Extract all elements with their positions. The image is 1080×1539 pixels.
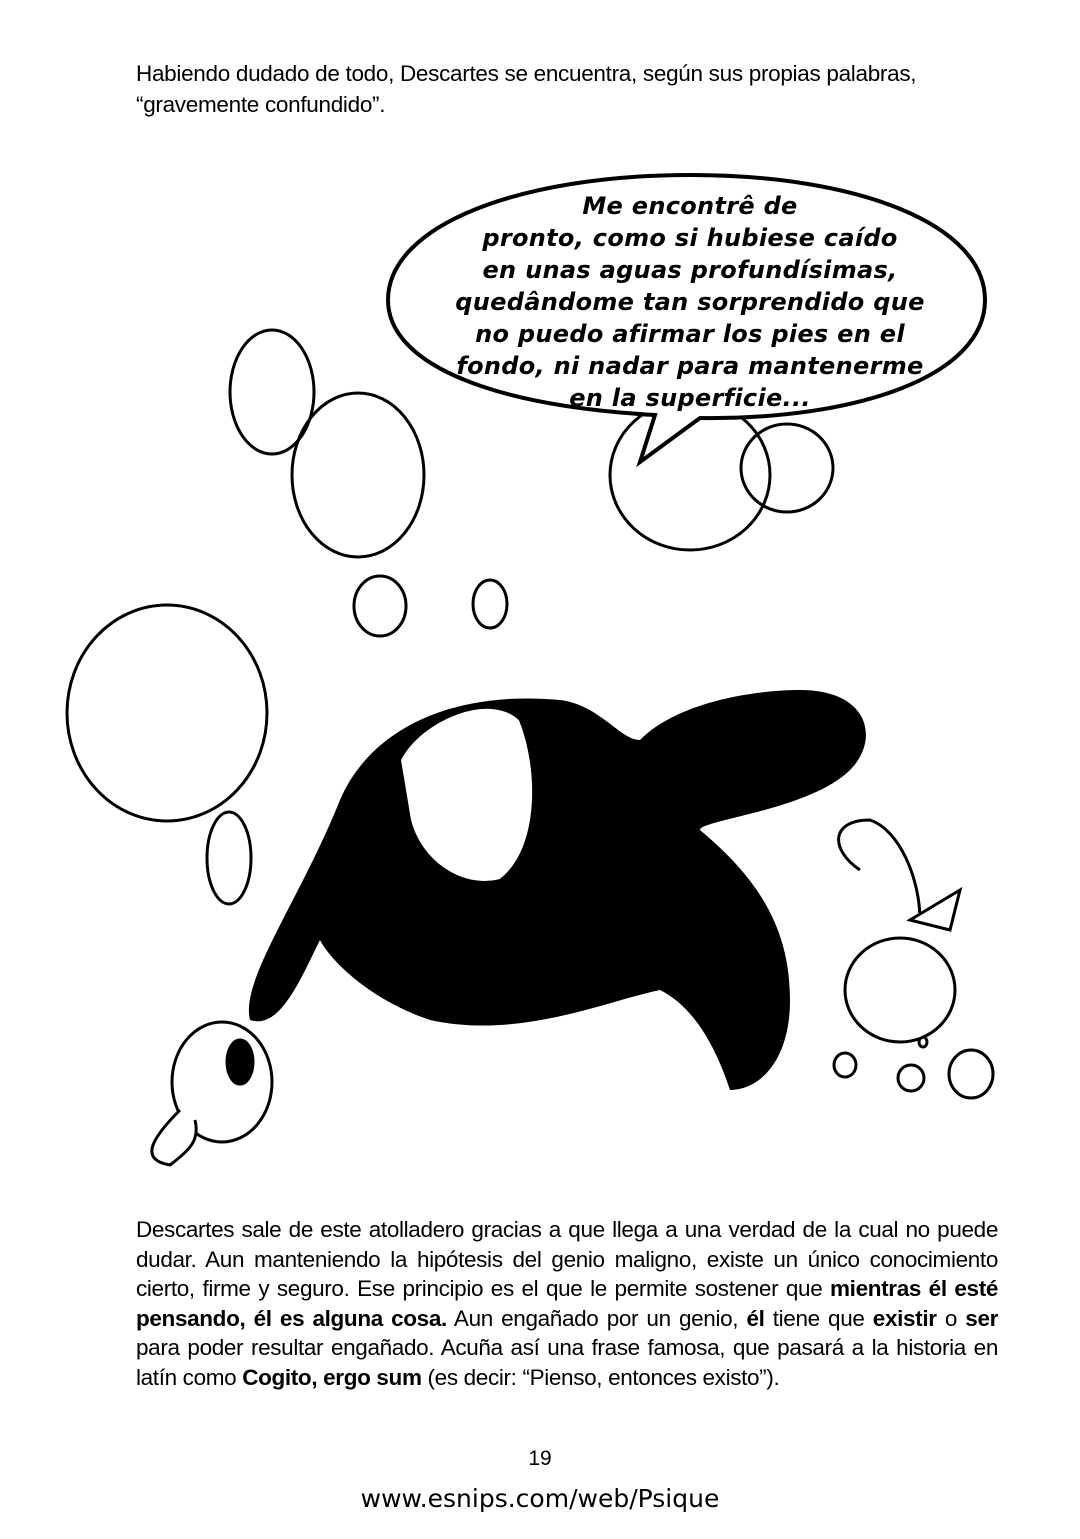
bubble-icon <box>741 424 833 512</box>
body-text-bold: él <box>746 1305 765 1331</box>
descartes-figure <box>249 690 866 1090</box>
bubble-icon <box>207 812 251 904</box>
body-paragraph <box>136 1215 998 1393</box>
bubble-icon <box>67 605 267 821</box>
intro-paragraph: Habiendo dudado de todo, Descartes se encuentra, según sus propias palabras, “gravemente confundido”. <box>136 61 917 117</box>
speech-line: Me encontrê de <box>582 192 798 220</box>
body-text-bold: Cogito, ergo sum <box>242 1364 422 1390</box>
speech-line: fondo, ni nadar para mantenerme <box>456 352 924 380</box>
footer-url: www.esnips.com/web/Psique <box>360 1484 720 1513</box>
body-text-segment: tiene que <box>764 1305 873 1331</box>
speech-line: no puedo afirmar los pies en el <box>475 320 905 348</box>
body-text-segment: Descartes sale de este atolladero gracias a que llega a una verdad de la cual no puede dudar. Aun manteniendo la hipótesis del genio maligno, existe un único conocimiento cierto, firme y seguro. Ese principio es el que le permite sostener que <box>136 1217 998 1302</box>
speech-bubble-text <box>420 190 960 414</box>
page-number: 19 <box>528 1447 552 1470</box>
bubble-icon <box>292 393 424 557</box>
speech-line: en unas aguas profundísimas, <box>482 256 898 284</box>
body-text-bold: ser <box>965 1305 999 1331</box>
body-text-bold: existir <box>872 1305 937 1331</box>
fish-icon <box>152 1022 272 1165</box>
bubble-icon <box>473 580 507 628</box>
bubble-icon <box>354 576 406 636</box>
speech-line: quedândome tan sorprendido que <box>455 288 925 316</box>
body-text-segment: para poder resultar engañado. Acuña así una frase famosa, que pasará a la historia en latín como <box>136 1335 998 1390</box>
fish-icon <box>839 820 960 1042</box>
body-text-segment: (es decir: “Pienso, entonces existo”). <box>421 1364 780 1390</box>
speech-line: pronto, como si hubiese caído <box>482 224 898 252</box>
body-text-segment: o <box>936 1305 966 1331</box>
body-text-bold: mientras él esté pensando, él es alguna cosa. <box>136 1276 999 1331</box>
body-text-segment: Aun engañado por un genio, <box>446 1305 747 1331</box>
speech-line: en la superficie... <box>569 384 811 412</box>
